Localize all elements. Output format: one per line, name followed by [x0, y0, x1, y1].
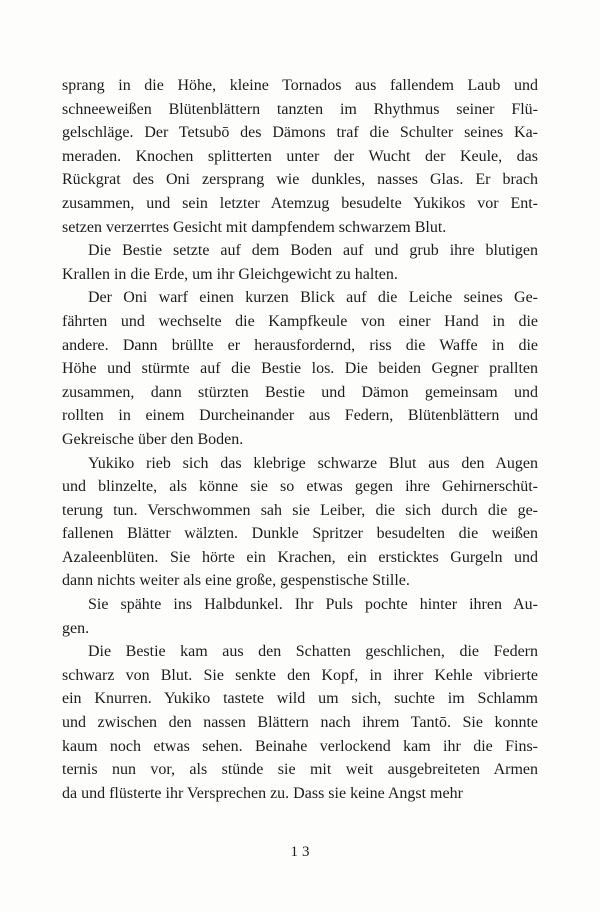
- text-line: Sie spähte ins Halbdunkel. Ihr Puls pochte hinter ihren Au-: [88, 596, 538, 614]
- text-line: fährten und wechselte die Kampfkeule von einer Hand in die: [62, 312, 538, 330]
- paragraph: [62, 286, 538, 451]
- text-line: zusammen, und sein letzter Atemzug besudelte Yukikos vor Ent-: [62, 194, 538, 212]
- paragraph: [62, 452, 538, 594]
- page-text: [62, 74, 538, 805]
- text-line: schwarz von Blut. Sie senkte den Kopf, in ihrer Kehle vibrierte: [62, 666, 538, 684]
- text-line: ein Knurren. Yukiko tastete wild um sich, suchte im Schlamm: [62, 690, 538, 708]
- text-line: sprang in die Höhe, kleine Tornados aus fallendem Laub und: [62, 77, 538, 94]
- text-line: gen.: [62, 619, 90, 637]
- paragraph: [62, 239, 538, 286]
- text-line: Azaleenblüten. Sie hörte ein Krachen, ein ersticktes Gurgeln und: [62, 548, 538, 566]
- text-line: gelschläge. Der Tetsubō des Dämons traf die Schulter seines Ka-: [62, 124, 538, 142]
- text-line: da und flüsterte ihr Versprechen zu. Dass sie keine Angst mehr: [62, 784, 463, 802]
- text-line: Gekreische über den Boden.: [62, 430, 244, 448]
- text-line: zusammen, dann stürzten Bestie und Dämon gemeinsam und: [62, 383, 538, 401]
- text-line: Rückgrat des Oni zersprang wie dunkles, nasses Glas. Er brach: [62, 171, 538, 189]
- text-line: und blinzelte, als könne sie so etwas gegen ihre Gehirnerschüt-: [62, 478, 538, 496]
- text-line: kaum noch etwas sehen. Beinahe verlockend kam ihr die Fins-: [62, 737, 538, 755]
- text-line: fallenen Blätter wälzten. Dunkle Spritzer besudelten die weißen: [62, 525, 538, 543]
- paragraph: [62, 640, 538, 805]
- text-line: und zwischen den nassen Blättern nach ihrem Tantō. Sie konnte: [62, 714, 538, 732]
- text-line: dann nichts weiter als eine große, gespenstische Stille.: [62, 572, 410, 590]
- paragraph: [62, 74, 538, 239]
- text-line: schneeweißen Blütenblättern tanzten im Rhythmus seiner Flü-: [62, 100, 538, 118]
- text-line: meraden. Knochen splitterten unter der Wucht der Keule, das: [62, 147, 538, 165]
- text-line: Höhe und stürmte auf die Bestie los. Die beiden Gegner prallten: [62, 360, 538, 378]
- text-line: Yukiko rieb sich das klebrige schwarze Blut aus den Augen: [88, 454, 538, 472]
- text-line: terung tun. Verschwommen sah sie Leiber, die sich durch die ge-: [62, 501, 538, 519]
- text-line: ternis nun vor, als stünde sie mit weit ausgebreiteten Armen: [62, 761, 538, 779]
- text-line: andere. Dann brüllte er herausfordernd, riss die Waffe in die: [62, 336, 538, 354]
- text-line: rollten in einem Durcheinander aus Federn, Blütenblättern und: [62, 407, 538, 425]
- text-line: Die Bestie setzte auf dem Boden auf und grub ihre blutigen: [88, 242, 538, 260]
- paragraph: [62, 593, 538, 640]
- text-line: Die Bestie kam aus den Schatten geschlichen, die Federn: [88, 643, 538, 661]
- text-line: Krallen in die Erde, um ihr Gleichgewicht zu halten.: [62, 265, 398, 283]
- text-line: setzen verzerrtes Gesicht mit dampfendem schwarzem Blut.: [62, 218, 447, 236]
- text-line: Der Oni warf einen kurzen Blick auf die Leiche seines Ge-: [88, 289, 538, 307]
- page-number: 13: [290, 844, 314, 860]
